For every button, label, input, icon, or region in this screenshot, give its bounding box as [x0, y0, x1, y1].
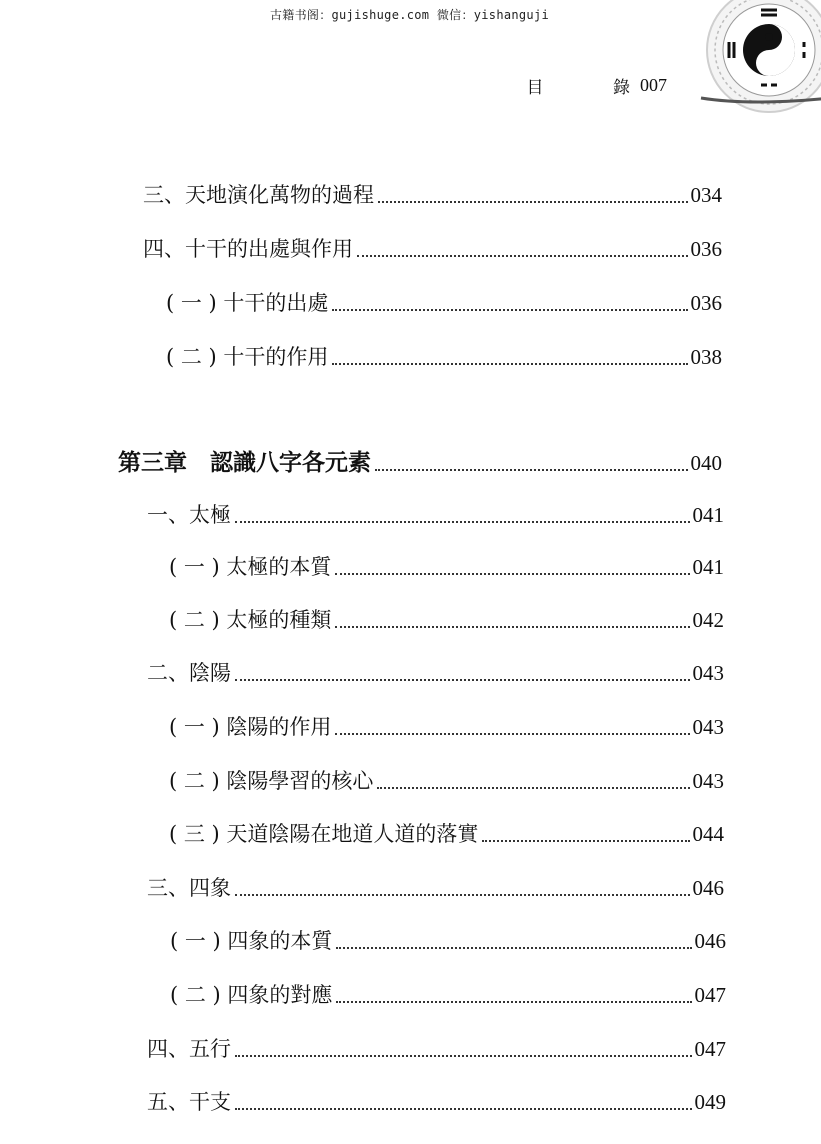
toc-entry-page: 049: [694, 1090, 726, 1114]
toc-entry-page: 047: [694, 1037, 726, 1061]
toc-entry-title: ( 一 ) 太極的本質: [169, 555, 332, 579]
toc-entry-title: ( 二 ) 太極的種類: [169, 608, 332, 632]
leader-dots: [336, 947, 691, 949]
leader-dots: [235, 521, 690, 523]
leader-dots: [335, 573, 689, 575]
leader-dots: [332, 309, 687, 311]
leader-dots: [335, 626, 689, 628]
leader-dots: [235, 1108, 692, 1110]
toc-entry: [147, 1034, 726, 1064]
toc-entry-page: 043: [692, 715, 724, 739]
watermark-text: 古籍书阁：gujishuge.com 微信：yishanguji: [270, 8, 549, 22]
leader-dots: [378, 201, 688, 203]
toc-entry: [166, 342, 722, 372]
toc-entry-page: 041: [692, 503, 724, 527]
toc-entry-title: 二、陰陽: [147, 661, 231, 685]
toc-entry-title: ( 二 ) 陰陽學習的核心: [169, 769, 374, 793]
toc-entry: [170, 926, 726, 956]
toc-entry-page: 034: [690, 183, 722, 207]
leader-dots: [375, 469, 688, 471]
toc-entry-title: 四、五行: [147, 1037, 231, 1061]
toc-entry-title: 四、十干的出處與作用: [143, 237, 353, 261]
toc-entry-page: 036: [690, 291, 722, 315]
toc-chapter-title: 第三章 認識八字各元素: [118, 449, 371, 476]
leader-dots: [235, 1055, 692, 1057]
leader-dots: [235, 679, 690, 681]
toc-entry: [170, 980, 726, 1010]
toc-entry-page: 036: [690, 237, 722, 261]
toc-entry-title: 五、干支: [147, 1090, 231, 1114]
leader-dots: [377, 787, 689, 789]
toc-entry-page: 038: [690, 345, 722, 369]
toc-entry-page: 046: [692, 876, 724, 900]
leader-dots: [235, 894, 690, 896]
toc-entry-title: 三、四象: [147, 876, 231, 900]
header-title-part1: 目: [526, 78, 544, 98]
toc-entry-page: 040: [690, 451, 722, 475]
toc-entry-title: 一、太極: [147, 503, 231, 527]
header-title-part2: 錄: [613, 78, 630, 98]
toc-entry-title: ( 二 ) 十干的作用: [166, 345, 329, 369]
toc-entry: [166, 288, 722, 318]
toc-entry-page: 043: [692, 661, 724, 685]
toc-entry-title: ( 一 ) 四象的本質: [170, 929, 333, 953]
header-page-number: 007: [640, 75, 667, 95]
leader-dots: [357, 255, 688, 257]
leader-dots: [336, 1001, 691, 1003]
toc-entry: [143, 180, 722, 210]
toc-entry: [169, 819, 724, 849]
toc-entry-title: ( 二 ) 四象的對應: [170, 983, 333, 1007]
leader-dots: [482, 840, 689, 842]
toc-entry-page: 041: [692, 555, 724, 579]
toc-entry: [147, 873, 724, 903]
leader-dots: [335, 733, 689, 735]
toc-entry: [169, 552, 724, 582]
toc-entry: [169, 712, 724, 742]
toc-entry-page: 042: [692, 608, 724, 632]
toc-entry-title: ( 一 ) 陰陽的作用: [169, 715, 332, 739]
toc-chapter-entry: [118, 448, 722, 478]
toc-entry: [147, 1087, 726, 1117]
toc-entry: [147, 658, 724, 688]
toc-entry-page: 044: [692, 822, 724, 846]
toc-entry-page: 046: [694, 929, 726, 953]
toc-entry-page: 043: [692, 769, 724, 793]
toc-entry: [143, 234, 722, 264]
toc-entry: [169, 605, 724, 635]
toc-entry: [169, 766, 724, 796]
toc-entry: [147, 500, 724, 530]
toc-entry-title: ( 一 ) 十干的出處: [166, 291, 329, 315]
toc-entry-title: 三、天地演化萬物的過程: [143, 183, 374, 207]
toc-entry-title: ( 三 ) 天道陰陽在地道人道的落實: [169, 822, 479, 846]
leader-dots: [332, 363, 687, 365]
toc-entry-page: 047: [694, 983, 726, 1007]
